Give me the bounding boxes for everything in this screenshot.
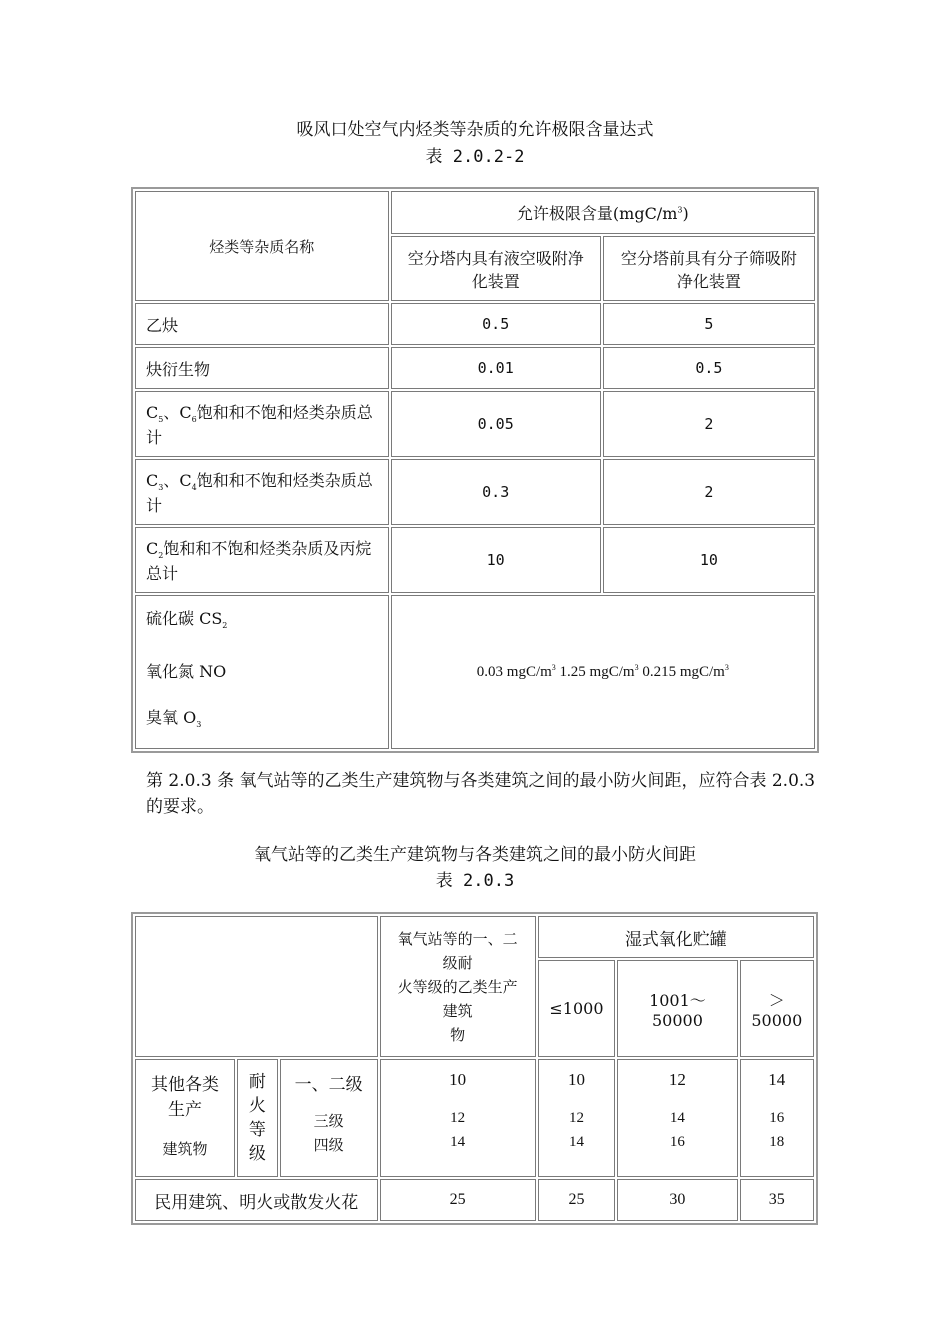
row-name: $C_3$、$C_4$饱和和不饱和烃类杂质总计 [135,459,389,525]
row-name: 炔衍生物 [135,347,389,389]
civil-tank-le1000-distance: 25 [538,1179,616,1221]
tank-le1000-distances: 10 12 14 [538,1059,616,1177]
row-name: $C_2$饱和和不饱和烃类杂质及丙烷总计 [135,527,389,593]
tank-gt50000-distances: 14 16 18 [740,1059,814,1177]
row-value: 2 [603,391,815,457]
table-impurity-limits [131,187,819,753]
civil-tank-gt50000-distance: 35 [740,1179,814,1221]
header-allowed-limit: 允许极限含量$(mgC/m^3)$ [391,191,815,234]
blank-corner-cell [135,916,378,1057]
civil-oxygen-distance: 25 [380,1179,536,1221]
table2-title: 氧气站等的乙类生产建筑物与各类建筑之间的最小防火间距 [254,845,696,865]
tank-1001-50000-distances: 12 14 16 [617,1059,737,1177]
row-name: $C_5$、$C_6$饱和和不饱和烃类杂质总计 [135,391,389,457]
fire-resistance-grade-label: 耐 火 等 级 [237,1059,278,1177]
table-fire-distance [131,912,818,1225]
row-value: 0.01 [391,347,601,389]
row-value: 10 [603,527,815,593]
row-name: 乙炔 [135,303,389,345]
clause-2-0-3-paragraph: 第 2.0.3 条 氧气站等的乙类生产建筑物与各类建筑之间的最小防火间距，应符合表 2.0.3 的要求。 [146,771,816,817]
tank-col-1001-50000: 1001～50000 [617,960,737,1057]
subheader-molecular-sieve: 空分塔前具有分子筛吸附净化装置 [603,236,815,301]
row-value: 0.3 [391,459,601,525]
row-value: 10 [391,527,601,593]
header-oxygen-station: 氧气站等的一、二级耐 火等级的乙类生产建筑 物 [380,916,536,1057]
gas-names [135,595,389,749]
gas-carbon-disulfide: 硫化碳 $CS_2$ [146,609,228,631]
table1-number: 表 2.0.2-2 [425,147,525,167]
subheader-liquid-air-adsorption: 空分塔内具有液空吸附净化装置 [391,236,601,301]
header-impurity-name: 烃类等杂质名称 [135,191,389,301]
row-value: 0.05 [391,391,601,457]
row-value: 5 [603,303,815,345]
gas-ozone: 臭氧 $O_3$ [146,708,202,730]
table2-number: 表 2.0.3 [435,871,515,891]
header-wet-oxidation-tank: 湿式氧化贮罐 [538,916,814,958]
row-other-production-buildings: 其他各类生产 建筑物 [135,1059,235,1177]
fire-grade-list: 一、二级 三级 四级 [280,1059,378,1177]
oxygen-station-distances: 10 12 14 [380,1059,536,1177]
tank-col-gt50000: ＞ 50000 [740,960,814,1057]
gas-nitric-oxide: 氧化氮 NO [146,662,227,682]
row-value: 2 [603,459,815,525]
row-civil-buildings: 民用建筑、明火或散发火花 [135,1179,378,1221]
row-value: 0.5 [603,347,815,389]
civil-tank-1001-50000-distance: 30 [617,1179,737,1221]
row-value: 0.5 [391,303,601,345]
table1-title: 吸风口处空气内烃类等杂质的允许极限含量达式 [296,120,654,140]
tank-col-le1000: ≤1000 [538,960,616,1057]
gas-limit-values: 0.03 mgC/$m^3$ 1.25 mgC/$m^3$ 0.215 mgC/$m^3$ [391,595,815,749]
